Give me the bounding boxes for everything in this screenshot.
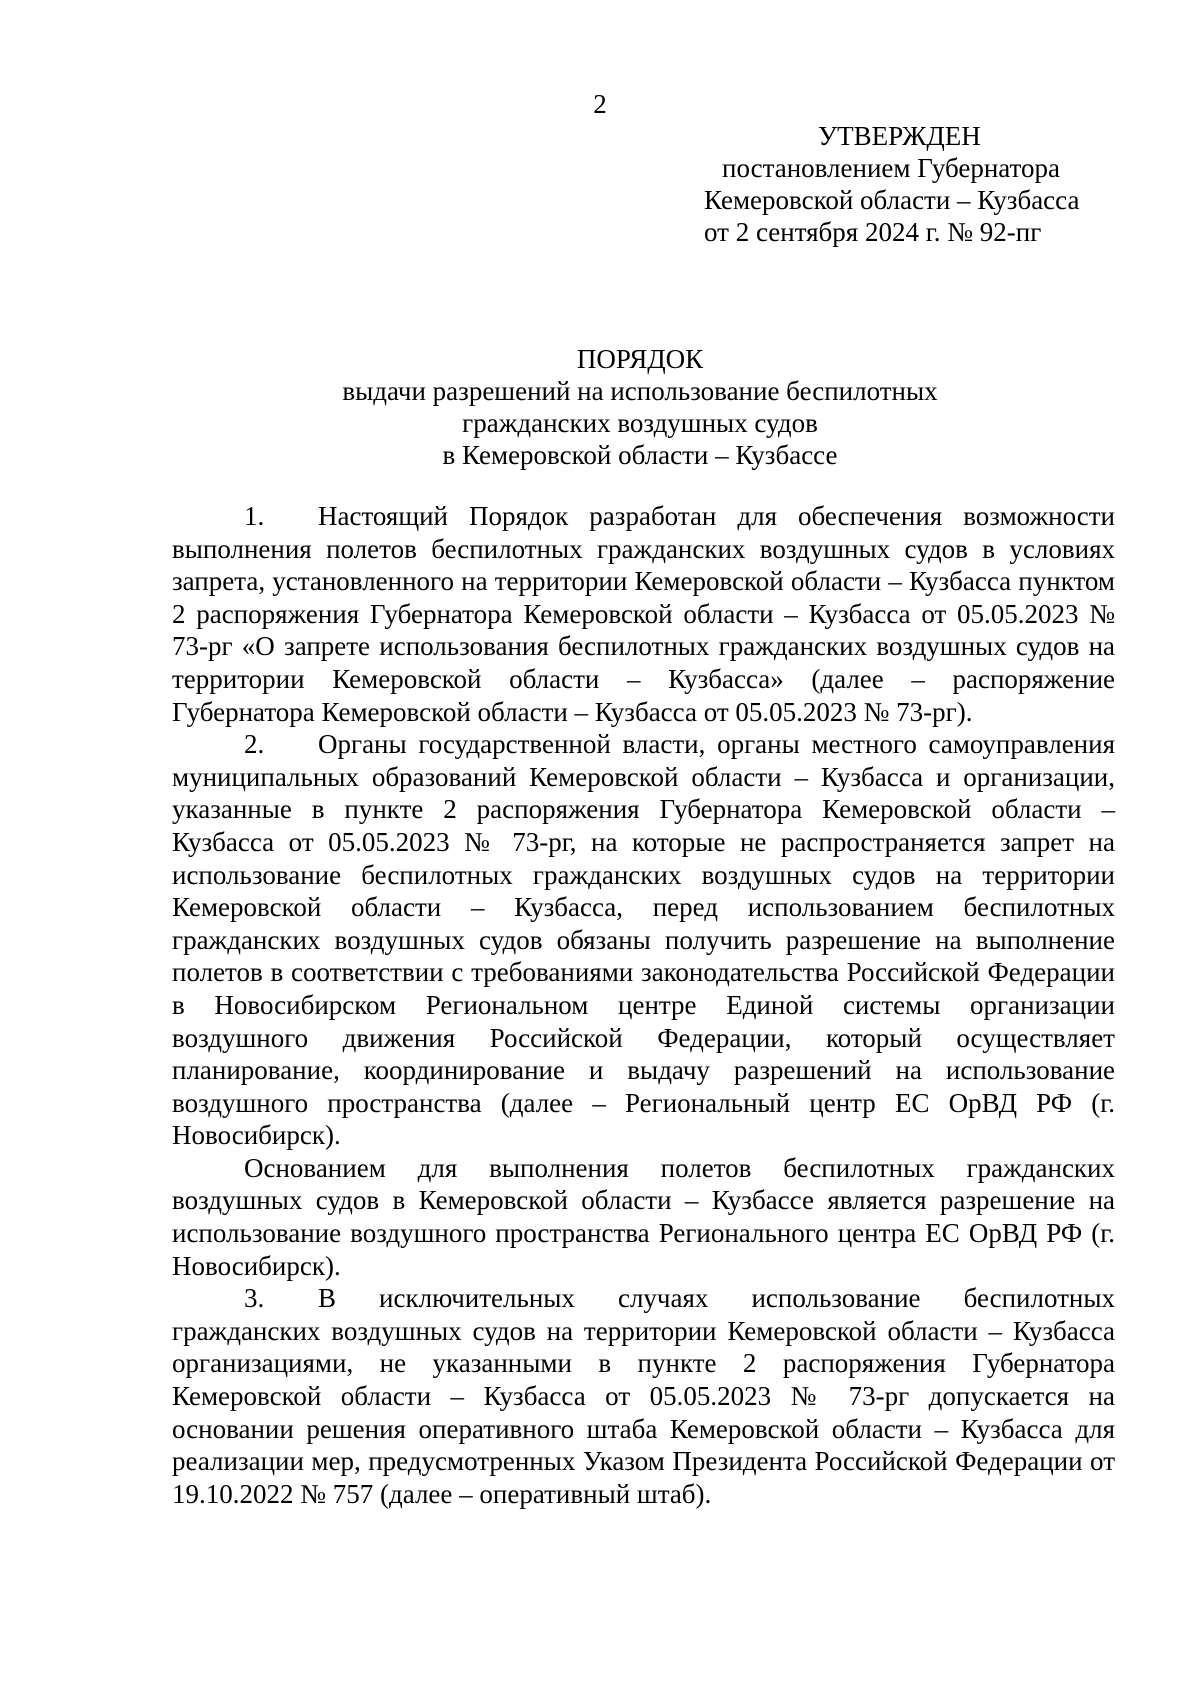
paragraph-2-continuation (172, 1152, 1115, 1282)
approval-line-region: Кемеровской области – Кузбасса (704, 185, 1080, 215)
approval-stamp-block (690, 120, 1120, 248)
title-line-4: в Кемеровской области – Кузбассе (442, 440, 838, 470)
paragraph-number: 3. (244, 1283, 265, 1314)
paragraph-number: 2. (244, 729, 265, 760)
paragraph-number: 1. (244, 501, 265, 531)
paragraph-1 (172, 500, 1115, 728)
paragraph-3 (172, 1282, 1115, 1510)
title-line-2: выдачи разрешений на использование беспилотных (342, 376, 938, 406)
paragraph-2 (172, 728, 1115, 1152)
paragraph-text: Настоящий Порядок разработан для обеспечения возможности выполнения полетов беспилотных гражданских воздушных судов в условиях запрета, установленного на территории Кемеровской области – Кузбасса пунктом 2 распоряжения Губернатора Кемеровской области – Кузбасса от 05.05.2023 № 73-рг «О запрете использования беспилотных гражданских воздушных судов на территории Кемеровской области – Кузбасса» (далее – распоряжение Губернатора Кемеровской области – Кузбасса от 05.05.2023 № 73-рг). (172, 501, 1115, 727)
title-heading: ПОРЯДОК (576, 344, 704, 374)
document-title (0, 343, 1200, 471)
approval-line-decree: постановлением Губернатора (722, 153, 1060, 183)
paragraph-text: Органы государственной власти, органы местного самоуправления муниципальных образований Кемеровской области – Кузбасса и организации, указанные в пункте 2 распоряжения Губернатора Кемеровской области – Кузбасса от 05.05.2023 № 73-рг, на которые не распространяется запрет на использование беспилотных гражданских воздушных судов на территории Кемеровской области – Кузбасса, перед использованием беспилотных гражданских воздушных судов обязаны получить разрешение на выполнение полетов в соответствии с требованиями законодательства Российской Федерации в Новосибирском Региональном центре Единой системы организации воздушного движения Российской Федерации, который осуществляет планирование, координирование и выдачу разрешений на использование воздушного пространства (далее – Региональный центр ЕС ОрВД РФ (г. Новосибирск). (172, 729, 1115, 1151)
approval-heading: УТВЕРЖДЕН (818, 121, 981, 151)
title-line-3: гражданских воздушных судов (462, 408, 818, 438)
paragraph-text: В исключительных случаях использование беспилотных гражданских воздушных судов на территории Кемеровской области – Кузбасса организациями, не указанными в пункте 2 распоряжения Губернатора Кемеровской области – Кузбасса от 05.05.2023 № 73-рг допускается на основании решения оперативного штаба Кемеровской области – Кузбасса для реализации мер, предусмотренных Указом Президента Российской Федерации от 19.10.2022 № 757 (далее – оперативный штаб). (172, 1283, 1115, 1509)
paragraph-text: Основанием для выполнения полетов беспилотных гражданских воздушных судов в Кемеровской области – Кузбассе является разрешение на использование воздушного пространства Регионального центра ЕС ОрВД РФ (г. Новосибирск). (172, 1152, 1115, 1281)
approval-line-date: от 2 сентября 2024 г. № 92-пг (704, 217, 1042, 247)
document-body (172, 500, 1115, 1510)
page-number: 2 (593, 89, 607, 119)
